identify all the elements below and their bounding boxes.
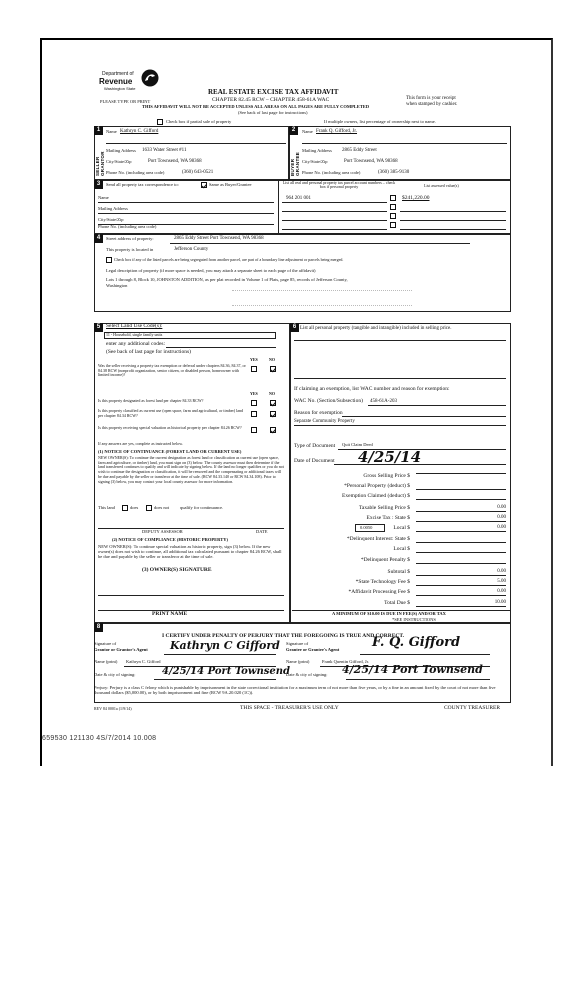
segregating-label: Check box if any of the listed parcels are being segregated from another parcel, are part of a boundary line adjustment or parcels being merged. [114, 257, 344, 262]
recording-stamp: 659530 121130 4S/7/2014 10.008 [42, 735, 157, 742]
deputy-date-label: DATE [256, 529, 268, 534]
segregating-checkbox[interactable] [106, 257, 112, 263]
q1-no-checkbox[interactable] [270, 366, 276, 372]
fee-label: *State Technology Fee $ [355, 579, 410, 585]
fee-label: Exemption Claimed (deduct) $ [342, 493, 410, 499]
see-instructions: *SEE INSTRUCTIONS [392, 617, 436, 622]
receipt-note-2: when stamped by cashier. [406, 102, 458, 107]
dept-line1: Department of [102, 71, 134, 77]
seller-phone-field[interactable]: (360) 643-0521 [182, 170, 214, 175]
continuance-title: (1) NOTICE OF CONTINUANCE (FOREST LAND OR CURRENT USE) [98, 449, 242, 454]
fee-row [300, 557, 510, 566]
fee-row [300, 569, 510, 578]
assessed-header: List assessed value(s) [424, 183, 459, 188]
dept-line3: Washington State [104, 86, 136, 91]
section-1-badge: 1 [94, 126, 103, 135]
q2-yes-checkbox[interactable] [251, 400, 257, 406]
question-4: Is this property receiving special valuation as historical property per chapter 84.26 RCW? [98, 425, 242, 430]
faint-bleed-through [232, 290, 412, 306]
q3-yes-checkbox[interactable] [251, 411, 257, 417]
fee-label: Excise Tax : State $ [366, 515, 410, 521]
fee-label: Subtotal $ [387, 569, 410, 575]
this-land-label: This land [98, 505, 115, 510]
buyer-mailing-label: Mailing Address [302, 148, 332, 153]
seller-side-label: SELLER GRANTOR [95, 151, 105, 176]
grantor-agent-label: Grantor or Grantor's Agent [94, 647, 148, 652]
fee-row [300, 505, 510, 514]
wac-field[interactable]: 458-61A-203 [370, 399, 397, 404]
fee-label: Gross Selling Price $ [363, 473, 410, 479]
doc-type-label: Type of Document [294, 443, 336, 449]
land-use-see-back: (See back of last page for instructions) [106, 349, 191, 355]
grantor-date-field[interactable]: 4/25/14 Port Townsend [162, 666, 290, 677]
doc-date-label: Date of Document [294, 458, 335, 464]
buyer-phone-field[interactable]: (360) 385-9130 [378, 170, 410, 175]
buyer-city-field[interactable]: Port Townsend, WA 98368 [344, 159, 398, 164]
section-4-badge: 4 [94, 234, 103, 243]
fee-row [300, 600, 510, 609]
buyer-phone-label: Phone No. (including area code) [302, 170, 361, 175]
fee-label: *Personal Property (deduct) $ [344, 483, 410, 489]
grantee-sig-label-1: Signature of [286, 641, 309, 646]
grantor-signature[interactable]: Kathryn C Gifford [170, 639, 280, 652]
no-header-1: NO [269, 357, 275, 362]
fee-value[interactable]: 10.00 [494, 600, 506, 605]
dor-logo-icon [140, 68, 160, 88]
located-label: This property is located in [106, 247, 154, 252]
section-2-badge: 2 [289, 126, 298, 135]
receipt-note-1: This form is your receipt [406, 96, 456, 101]
type-or-print: PLEASE TYPE OR PRINT [100, 99, 151, 104]
land-use-value: 11 - Household, single family units [106, 332, 163, 337]
partial-sale-checkbox[interactable] [157, 119, 163, 125]
street-field[interactable]: 2865 Eddy Street Port Townsend, WA 98368 [174, 236, 264, 241]
parcel-checkbox-1[interactable] [390, 195, 396, 201]
land-does-checkbox[interactable] [122, 505, 128, 511]
grantee-print-field[interactable]: Frank Quentin Gifford, Jr. [322, 659, 370, 664]
fees-table [300, 473, 510, 608]
buyer-name-label: Name [302, 129, 313, 134]
see-back: (See back of last page for instructions) [238, 110, 308, 115]
land-does-label: does [130, 505, 139, 510]
land-does-not-checkbox[interactable] [146, 505, 152, 511]
reason-field[interactable]: Separate Community Property [294, 419, 355, 424]
owner-signature-label: (3) OWNER(S) SIGNATURE [142, 567, 212, 573]
grantee-print-label: Name (print) [286, 659, 310, 664]
fee-value[interactable]: 0.00 [497, 525, 506, 530]
grantee-date-field[interactable]: 4/25/14 Port Townsend [342, 663, 483, 676]
section-5-badge: 5 [94, 323, 103, 332]
fee-label: *Delinquent Penalty $ [360, 557, 410, 563]
personal-property-label: List all personal property (tangible and intangible) included in selling price. [300, 326, 452, 331]
additional-codes-label: enter any additional codes: [106, 341, 166, 347]
seller-phone-label: Phone No. (including area code) [106, 170, 165, 175]
if-yes-note: If any answers are yes, complete as instructed below. [98, 441, 183, 446]
buyer-side-label: BUYER GRANTEE [290, 151, 300, 176]
corr-phone-label: Phone No. (including area code) [98, 224, 157, 229]
local-rate-value: 0.0050 [360, 525, 373, 530]
reason-label: Reason for exemption [294, 410, 343, 416]
assessed-value-field[interactable]: $241,220.00 [402, 195, 430, 201]
fee-row [300, 536, 510, 545]
land-does-not-label: does not [154, 505, 170, 510]
corr-mailing-label: Mailing Address [98, 206, 128, 211]
question-1: Was the seller receiving a property tax exemption or deferral under chapters 84.36, 84.37, or 84.38 RCW (nonprofit organization, senior citizen, or disabled person, homeowner with limited income)? [98, 363, 246, 378]
fee-row [300, 525, 510, 534]
buyer-name-field[interactable]: Frank Q. Gifford, Jr. [316, 129, 358, 134]
fee-value[interactable]: 0.00 [497, 505, 506, 510]
q4-yes-checkbox[interactable] [251, 427, 257, 433]
qualify-label: qualify for continuance. [180, 505, 224, 510]
affidavit-form [40, 38, 553, 766]
seller-name-field[interactable]: Kathryn C. Gifford [120, 129, 159, 134]
fee-value[interactable]: 5.00 [497, 579, 506, 584]
fee-row [300, 579, 510, 588]
seller-mailing-label: Mailing Address [106, 148, 136, 153]
continuance-body: NEW OWNER(S): To continue the current designation as forest land or classification as current use (open space, farm and agriculture, or timber) land, you must sign on (3) below. The county assessor must then determine if the land transferred continues to qualify and will indicate by signing below. If the land no longer qualifies or you do not wish to continue the designation or classification, it will be removed and the compensating or additional taxes will be due and payable by the seller or transferor at the time of sale. (RCW 84.33.140 or RCW 84.34.108). Prior to signing (3) below, you may contact your local county assessor for more information. [98, 455, 284, 484]
treasurer-use-label: THIS SPACE - TREASURER'S USE ONLY [240, 705, 339, 711]
certify-statement: I CERTIFY UNDER PENALTY OF PERJURY THAT THE FOREGOING IS TRUE AND CORRECT. [162, 633, 405, 639]
yes-header-1: YES [250, 357, 258, 362]
section-8-badge: 8 [94, 623, 103, 632]
fee-value[interactable]: 0.00 [497, 515, 506, 520]
seller-name-label: Name [106, 129, 117, 134]
rev-number: REV 84 0001a (1/9/14) [94, 706, 132, 711]
legal-line-2[interactable]: Washington [106, 283, 128, 288]
grantor-print-label: Name (print) [94, 659, 118, 664]
land-use-label: Select Land Use Code(s): [106, 323, 163, 329]
wac-label: WAC No. (Section/Subsection) [294, 398, 363, 404]
section-6-badge: 6 [290, 323, 299, 332]
grantee-date-label: Date & city of signing: [286, 672, 328, 677]
question-3: Is this property classified as current use (open space, farm and agricultural, or timber) land per chapter 84.34 RCW? [98, 408, 244, 418]
form-title: REAL ESTATE EXCISE TAX AFFIDAVIT [208, 88, 339, 96]
parcel-checkbox-4[interactable] [390, 222, 396, 228]
fee-label: *Affidavit Processing Fee $ [348, 589, 410, 595]
grantor-date-label: Date & city of signing: [94, 672, 136, 677]
located-field[interactable]: Jefferson County [174, 247, 209, 252]
fee-row [300, 515, 510, 524]
county-treasurer-label: COUNTY TREASURER [444, 705, 501, 711]
fee-row [300, 589, 510, 598]
doc-type-field[interactable]: Quit Claim Deed [342, 442, 373, 447]
fee-row [300, 483, 510, 492]
grantee-agent-label: Grantee or Grantee's Agent [286, 647, 340, 652]
legal-label: Legal description of property (if more space is needed, you may attach a separate sheet to each page of the affidavit) [106, 268, 316, 273]
section-3-badge: 3 [94, 180, 103, 189]
question-2: Is this property designated as forest land per chapter 84.33 RCW? [98, 398, 204, 403]
fee-label: Local $ [393, 525, 410, 531]
form-chapter: CHAPTER 82.45 RCW – CHAPTER 458-61A WAC [212, 97, 330, 103]
fee-label: Local $ [393, 546, 410, 552]
parcel-checkbox-2[interactable] [390, 204, 396, 210]
doc-date-field[interactable]: 4/25/14 [358, 448, 422, 466]
q4-no-checkbox[interactable] [270, 427, 276, 433]
corr-city-label: City/State/Zip [98, 217, 124, 222]
q1-yes-checkbox[interactable] [251, 366, 257, 372]
buyer-mailing-field[interactable]: 2865 Eddy Street [342, 148, 377, 153]
legal-line-1[interactable]: Lots 1 through 8, Block 10, JOHNSTON ADDITION, as per plat recorded in Volume 1 of Plats, page 85, records of Jefferson County, [106, 277, 348, 282]
parcel-checkbox-3[interactable] [390, 213, 396, 219]
yes-header-2: YES [250, 391, 258, 396]
corr-name-label: Name [98, 195, 109, 200]
fee-row [300, 493, 510, 502]
grantor-sig-label-1: Signature of [94, 641, 117, 646]
historic-title: (2) NOTICE OF COMPLIANCE (HISTORIC PROPERTY) [112, 537, 228, 542]
grantor-print-field[interactable]: Kathryn C. Gifford [126, 659, 161, 664]
q2-no-checkbox[interactable] [270, 400, 276, 406]
q3-no-checkbox[interactable] [270, 411, 276, 417]
seller-city-field[interactable]: Port Townsend, WA 98368 [148, 159, 202, 164]
same-as-buyer-label: Same as Buyer/Grantee [209, 182, 252, 187]
buyer-city-label: City/State/Zip [302, 159, 328, 164]
parcel-number-field[interactable]: 964 201 001 [286, 196, 311, 201]
deputy-assessor-label: DEPUTY ASSESSOR [142, 529, 183, 534]
no-header-2: NO [269, 391, 275, 396]
grantee-signature[interactable]: F. Q. Gifford [372, 635, 461, 650]
form-notice: THIS AFFIDAVIT WILL NOT BE ACCEPTED UNLESS ALL AREAS ON ALL PAGES ARE FULLY COMPLETED [142, 104, 370, 109]
seller-mailing-field[interactable]: 1633 Water Street #11 [142, 148, 187, 153]
minimum-notice: A MINIMUM OF $10.00 IS DUE IN FEE(S) AND/OR TAX [332, 611, 446, 616]
fee-value[interactable]: 0.00 [497, 589, 506, 594]
send-to-label: Send all property tax correspondence to: [106, 182, 179, 187]
exemption-header: If claiming an exemption, list WAC number and reason for exemption: [294, 386, 450, 392]
perjury-statement: Perjury: Perjury is a class C felony which is punishable by imprisonment in the state correctional institution for a maximum term of not more than five years, or by a fine in an amount fixed by the court of not more than five thousand dollars ($5,000.00), or by both imprisonment and fine (RCW 9A.20.020 (1C)). [94, 685, 496, 696]
historic-body: NEW OWNER(S): To continue special valuation as historic property, sign (3) below. If the new owner(s) does not wish to continue, all additional tax calculated pursuant to chapter 84.26 RCW, shall be due and payable by the seller or transferor at the time of sale. [98, 544, 282, 560]
fee-value[interactable]: 0.00 [497, 569, 506, 574]
same-as-buyer-checkbox[interactable] [201, 182, 207, 188]
print-name-label: PRINT NAME [152, 611, 188, 617]
parcel-header: List all real and personal property tax parcel account numbers – check box if personal property [282, 180, 396, 190]
fee-label: Total Due $ [384, 600, 410, 606]
seller-city-label: City/State/Zip [106, 159, 132, 164]
dept-line2: Revenue [99, 77, 133, 86]
partial-sale-label: Check box if partial sale of property [166, 119, 232, 124]
fee-label: Taxable Selling Price $ [358, 505, 410, 511]
fee-row [300, 546, 510, 555]
fee-label: *Delinquent Interest: State $ [346, 536, 410, 542]
multiple-owners-label: If multiple owners, list percentage of ownership next to name. [324, 119, 436, 124]
street-label: Street address of property: [106, 236, 154, 241]
fee-row [300, 473, 510, 482]
